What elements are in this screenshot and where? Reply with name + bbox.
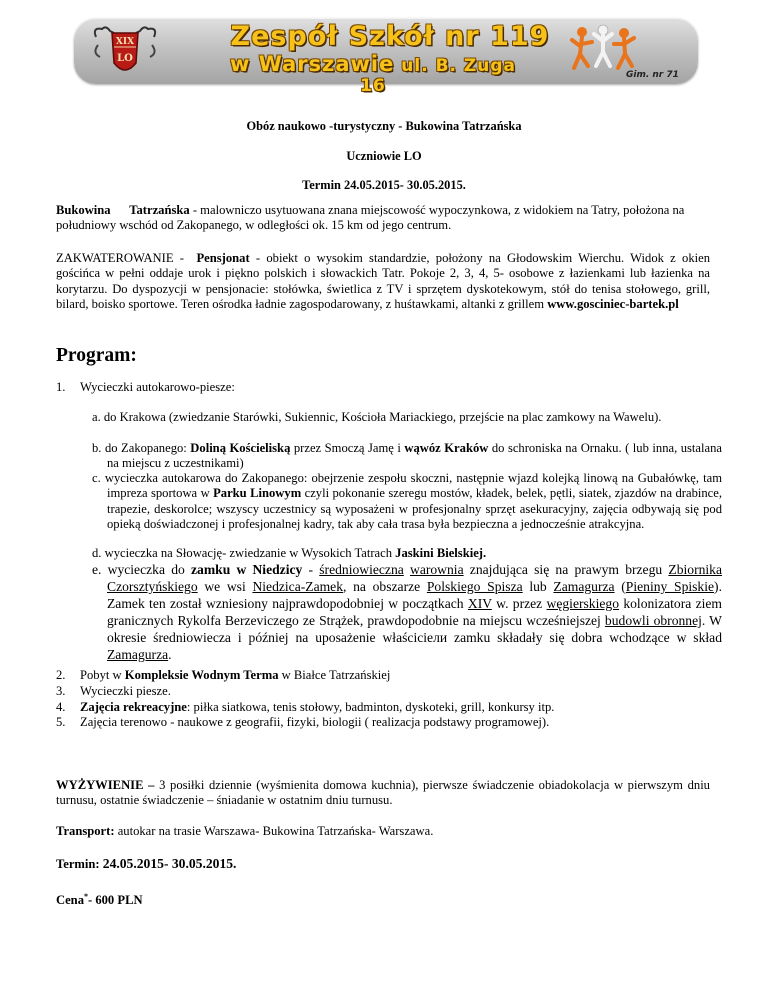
item4-number: 4. [56, 700, 66, 714]
banner-gim-label: Gim. nr 71 [626, 70, 679, 80]
item1-label: Wycieczki autokarowo-piesze: [80, 380, 235, 394]
sub-item-b [92, 441, 722, 472]
banner-school-name: Zespół Szkół nr 119 [230, 21, 550, 52]
price-label: Cena [56, 893, 84, 908]
intro-place: Bukowina Tatrzańska [56, 203, 190, 217]
meals-text: 3 posiłki dziennie (wyśmienita domowa kuchnia), pierwsze świadczenie obiadokolacja w pierwszym dniu turnusu, ostatnie świadczenie – śniadanie w ostatnim dniu turnusu. [56, 778, 710, 808]
item2-p2: w Białce Tatrzańskiej [278, 668, 391, 682]
sub-e-p7: lub [522, 579, 554, 594]
crest-top-text: XIX [115, 37, 135, 47]
link-zbiornik[interactable]: Zbiornika Czorsztyńskiego [107, 562, 722, 594]
document-subtitle: Uczniowie LO [346, 149, 422, 163]
lodging-text: - obiekt o wysokim standardzie, położony na Głodowskim Wierchu. Widok z okien gościńca w pełni oddaje urok i piękno polskich i słowackich Tatr. Pokoje 2, 3, 4, 5- osobowe z łazienkami lub łazienka na korytarzu. Do dyspozycji w pensjonacie: stołówka, świetlica z TV i sprzętem dyskotekowym, stół do tenisa stołowego, grill, bilard, boisko sportowe. Teren ośrodka ładnie zagospodarowany, z huśtawkami, altanki z grillem [56, 251, 711, 311]
sub-item-a [92, 410, 722, 425]
price-line [56, 889, 710, 908]
sub-c-p1: c. wycieczka autokarowa do Zakopanego: obejrzenie zespołu skoczni, następnie wjazd kolejką linową na Gubałówkę, tam impreza sportowa w [92, 471, 722, 501]
item2 [80, 668, 390, 683]
sub-item-e [92, 561, 722, 663]
link-pieniny-spiskie[interactable]: Pieniny Spiskie [625, 579, 715, 594]
link-budowli-obronnej[interactable]: budowli obronnej [604, 613, 702, 628]
sub-d-p1: d. wycieczka na Słowację- zwiedzanie w Wysokich Tatrach [92, 546, 396, 560]
lodging-pension: Pensjonat [196, 251, 250, 265]
crest-bottom-text: LO [117, 53, 133, 64]
item5-number: 5. [56, 715, 66, 729]
sub-e-p1: e. wycieczka do [92, 562, 191, 577]
transport-label: Transport: [56, 824, 115, 838]
document-title: Obóz naukowo -turystyczny - Bukowina Tatrzańska [246, 119, 522, 133]
price-sup: * [84, 892, 88, 901]
sub-item-d [92, 546, 722, 561]
sub-c-p2: czyli pokonanie szeregu mostów, kładek, belek, pętli, siatek, zjazdów na drabince, trapezie, deskorolce; wszyscy uczestnicy są wyposażeni w profesjonalny sprzęt asekuracyjny, zajęcia odbywają się pod opieką doświadczonej i profesjonalnej kadry, tak aby cała trasa była bezpieczna a jednocześnie atrakcyjna. [107, 486, 722, 531]
link-wegierskiego[interactable]: węgierskiego [546, 596, 620, 611]
school-banner [74, 18, 698, 96]
lodging-url[interactable]: www.gosciniec-bartek.pl [547, 296, 679, 311]
sub-item-a-text: a. do Krakowa (zwiedzanie Starówki, Sukiennic, Kościoła Mariackiego, przejście na plac zamkowy na Wawelu). [92, 410, 662, 424]
banner-address [218, 54, 528, 96]
sub-item-c [92, 471, 722, 532]
sub-e-p13: . [168, 647, 172, 662]
term-line: Termin 24.05.2015- 30.05.2015. [302, 178, 466, 192]
sub-e-b1: zamku w Niedzicy [190, 562, 303, 577]
figures-logo-icon [570, 24, 636, 72]
banner-street: ul. B. Zuga 16 [360, 56, 517, 96]
link-xiv[interactable]: XIV [467, 596, 492, 611]
lodging-label: ZAKWATEROWANIE - [56, 251, 197, 265]
sub-e-p11: kolonizatora ziem granicznych Rykolfa Berzeviczego ze Strążek, prawdopodobnie na miejscu wcześniejszej [107, 596, 723, 628]
link-sredniowieczna[interactable]: średniowieczna [319, 562, 404, 577]
link-zamagurze-2[interactable]: Zamagurza [107, 647, 169, 662]
link-polski-spisz[interactable]: Polskiego Spisza [426, 579, 523, 594]
item2-number: 2. [56, 668, 66, 682]
termin-dates: 24.05.2015- 30.05.2015. [102, 856, 237, 871]
lodging-paragraph [56, 251, 710, 312]
item3-text: Wycieczki piesze. [80, 684, 171, 698]
link-zamagurze[interactable]: Zamagurza [553, 579, 615, 594]
item4-b1: Zajęcia rekreacyjne [80, 700, 187, 714]
item4 [80, 700, 554, 715]
link-warownia[interactable]: warownia [410, 562, 464, 577]
sub-e-p4: znajdująca się na prawym brzegu [463, 562, 669, 577]
sub-e-p6: , na obszarze [343, 579, 427, 594]
termin-line [56, 856, 710, 872]
school-crest-logo [90, 23, 160, 81]
item2-p1: Pobyt w [80, 668, 125, 682]
item1-number: 1. [56, 380, 66, 394]
termin-label: Termin: [56, 857, 103, 871]
sub-b-p2: przez Smoczą Jamę i [290, 441, 405, 455]
sub-e-p5: we wsi [197, 579, 253, 594]
meals-label: WYŻYWIENIE – [56, 778, 160, 792]
sub-e-p12: . W okresie średniowiecza i później na uposażenie właściciели zamku składały się dobra wchodzące w skład [107, 613, 722, 645]
intro-text: - malowniczo usytuowana znana miejscowość wypoczynkowa, z widokiem na Tatry, położona na południowy wschód od Zakopanego, w odległości ok. 15 km od jego centrum. [56, 203, 685, 233]
sub-b-p3: do schroniska na Ornaku. ( lub inna, ustalana na miejscu z uczestnikami) [107, 441, 722, 471]
sub-e-p9: ). Zamek ten został wzniesiony najprawdopodobniej w początkach [107, 579, 722, 611]
item2-b1: Kompleksie Wodnym Terma [124, 668, 279, 682]
transport-line [56, 824, 710, 839]
sub-e-p2: - [302, 562, 320, 577]
link-niedzica-zamek[interactable]: Niedzica-Zamek [252, 579, 344, 594]
sub-e-p8: ( [614, 579, 626, 594]
sub-c-b1: Parku Linowym [213, 486, 302, 501]
item3-number: 3. [56, 684, 66, 698]
sub-e-p10: w. przez [491, 596, 547, 611]
intro-paragraph [56, 203, 710, 234]
sub-d-b1: Jaskini Bielskiej. [395, 546, 487, 560]
sub-b-b2: wąwóz Kraków [404, 441, 489, 455]
transport-text: autokar na trasie Warszawa- Bukowina Tatrzańska- Warszawa. [114, 824, 434, 838]
banner-city: w Warszawie [229, 52, 395, 76]
item5-text: Zajęcia terenowo - naukowe z geografii, fizyki, biologii ( realizacja podstawy programowej). [80, 715, 550, 729]
sub-b-p1: b. do Zakopanego: [92, 441, 191, 455]
meals-paragraph [56, 778, 710, 809]
program-heading: Program: [56, 345, 137, 366]
price-text: - 600 PLN [88, 893, 143, 908]
item4-p1: : piłka siatkowa, tenis stołowy, badminton, dyskoteki, grill, konkursy itp. [186, 700, 555, 714]
sub-b-b1: Doliną Kościeliską [190, 441, 291, 455]
